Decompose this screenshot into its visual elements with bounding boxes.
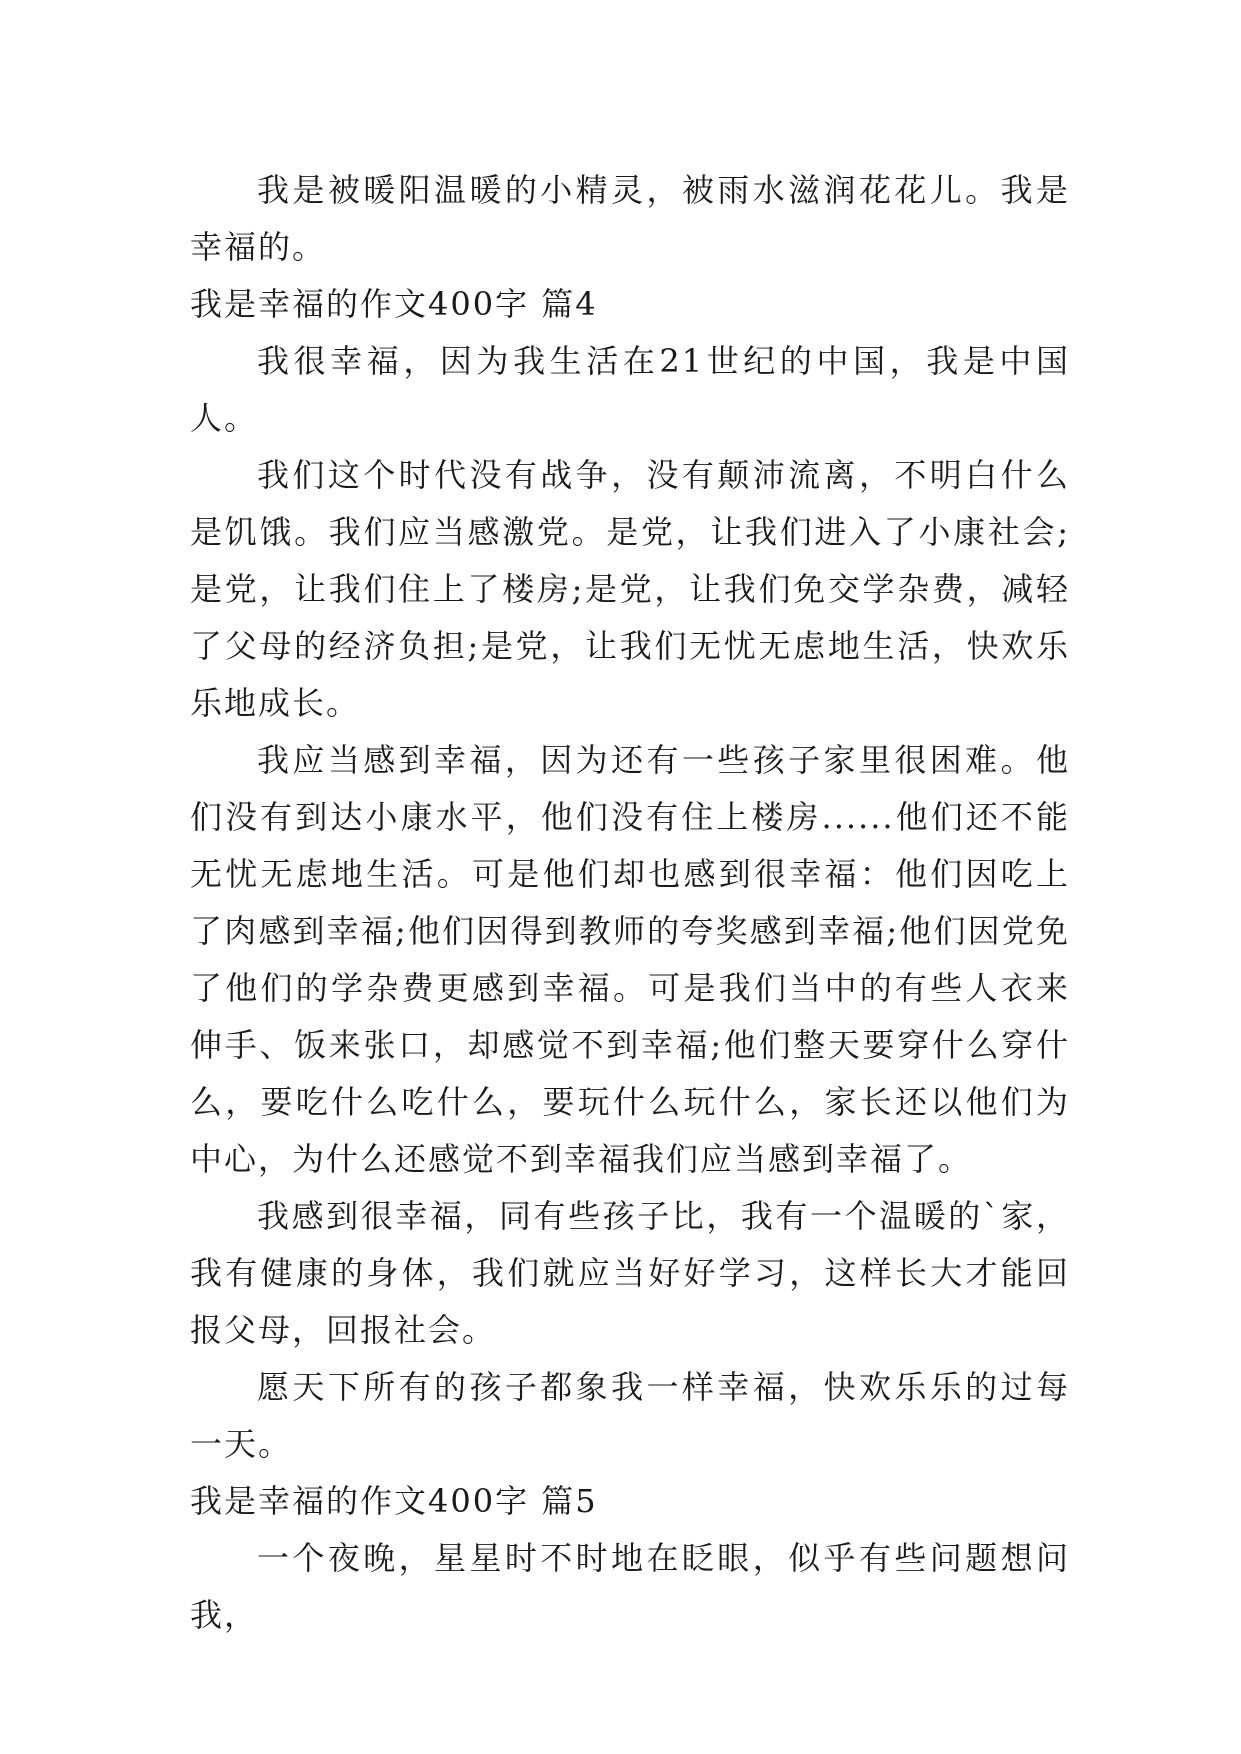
paragraph: 我应当感到幸福，因为还有一些孩子家里很困难。他们没有到达小康水平，他们没有住上楼房......他们还不能无忧无虑地生活。可是他们却也感到很幸福：他们因吃上了肉感到幸福;他们因得到教师的夸奖感到幸福;他们因党免了他们的学杂费更感到幸福。可是我们当中的有些人衣来伸手、饭来张口，却感觉不到幸福;他们整天要穿什么穿什么，要吃什么吃什么，要玩什么玩什么，家长还以他们为中心，为什么还感觉不到幸福我们应当感到幸福了。 (190, 741, 1070, 1178)
paragraph: 我们这个时代没有战争，没有颠沛流离，不明白什么是饥饿。我们应当感激党。是党，让我们进入了小康社会;是党，让我们住上了楼房;是党，让我们免交学杂费，减轻了父母的经济负担;是党，让我们无忧无虑地生活，快欢乐乐地成长。 (190, 456, 1070, 722)
paragraph: 我感到很幸福，同有些孩子比，我有一个温暖的`家，我有健康的身体，我们就应当好好学习，这样长大才能回报父母，回报社会。 (190, 1197, 1070, 1349)
paragraph: 愿天下所有的孩子都象我一样幸福，快欢乐乐的过每一天。 (190, 1368, 1070, 1463)
paragraph: 我是被暖阳温暖的小精灵，被雨水滋润花花儿。我是幸福的。 (190, 171, 1070, 266)
paragraph: 我很幸福，因为我生活在21世纪的中国，我是中国人。 (190, 342, 1070, 437)
paragraph: 一个夜晚，星星时不时地在眨眼，似乎有些问题想问我， (190, 1539, 1070, 1634)
section-heading: 我是幸福的作文400字 篇4 (190, 285, 598, 323)
document-body (190, 162, 1070, 1644)
section-heading: 我是幸福的作文400字 篇5 (190, 1482, 598, 1520)
